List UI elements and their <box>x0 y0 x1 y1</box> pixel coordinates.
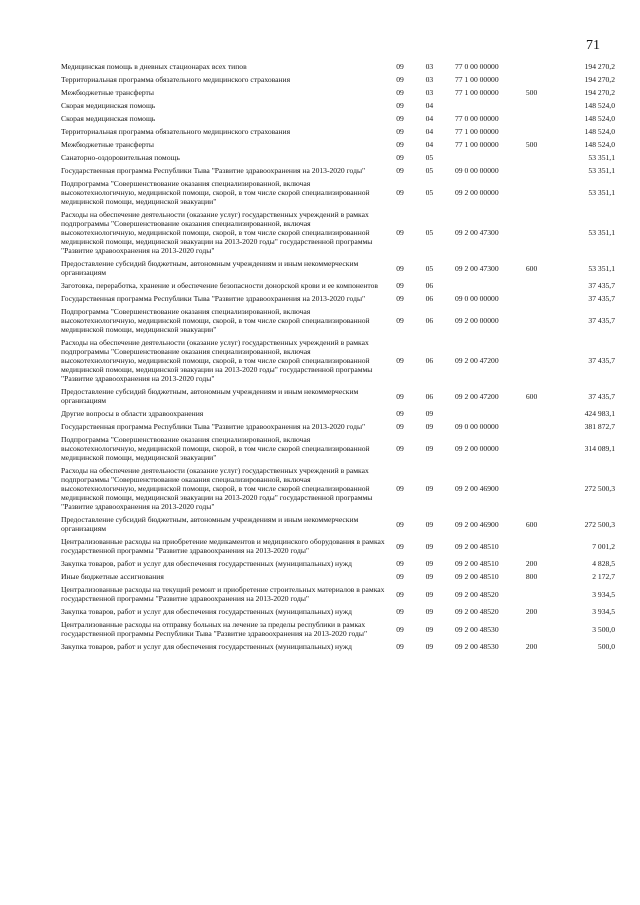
table-row <box>61 557 615 570</box>
target-item-code: 09 2 00 00000 <box>454 316 499 325</box>
subsection-code: 09 <box>425 444 434 453</box>
table-row <box>61 420 615 433</box>
subsection-code: 04 <box>425 114 434 123</box>
section-code: 09 <box>396 409 404 418</box>
subsection-code: 04 <box>425 140 434 149</box>
subsection-code: 03 <box>425 62 434 71</box>
subsection-code: 09 <box>425 541 434 551</box>
table-row <box>61 513 615 535</box>
budget-table-body <box>61 60 615 653</box>
amount: 2 172,7 <box>592 572 615 581</box>
row-description: Предоставление субсидий бюджетным, автономным учреждениям и иным некоммерческим организациям <box>61 259 359 277</box>
table-row <box>61 433 615 464</box>
row-description: Закупка товаров, работ и услуг для обеспечения государственных (муниципальных) нужд <box>61 607 352 616</box>
target-item-code: 09 2 00 47200 <box>454 391 499 401</box>
expense-type-code <box>526 164 562 177</box>
amount: 148 524,0 <box>584 127 615 136</box>
target-item-code <box>455 99 526 112</box>
section-code: 09 <box>396 316 404 325</box>
section-code: 09 <box>396 356 404 365</box>
expense-type-code <box>526 583 562 605</box>
subsection-code: 05 <box>425 188 434 197</box>
subsection-code: 09 <box>425 642 434 651</box>
expense-type-code: 600 <box>525 519 538 529</box>
target-item-code: 77 0 00 00000 <box>454 114 499 123</box>
section-code: 09 <box>396 228 404 237</box>
table-row <box>61 535 615 557</box>
expense-type-code: 200 <box>525 559 538 568</box>
expense-type-code <box>526 407 562 420</box>
target-item-code: 77 0 00 00000 <box>454 62 499 71</box>
section-code: 09 <box>396 153 404 162</box>
section-code: 09 <box>396 559 404 568</box>
amount: 3 934,5 <box>592 607 615 616</box>
expense-type-code <box>526 464 562 513</box>
amount: 37 435,7 <box>588 316 615 325</box>
section-code: 09 <box>396 166 404 175</box>
subsection-code: 09 <box>425 607 434 616</box>
subsection-code: 09 <box>425 519 434 529</box>
section-code: 09 <box>396 62 404 71</box>
row-description: Заготовка, переработка, хранение и обеспечение безопасности донорской крови и ее компонентов <box>61 281 378 290</box>
expense-type-code <box>526 305 562 336</box>
row-description: Межбюджетные трансферты <box>61 88 154 97</box>
subsection-code: 05 <box>425 228 434 237</box>
row-description: Централизованные расходы на отправку больных на лечение за пределы республики в рамках государственной программы Республики Тыва "Развитие здравоохранения на 2013-2020 годы" <box>61 620 368 638</box>
target-item-code <box>455 279 526 292</box>
target-item-code: 77 1 00 00000 <box>454 127 499 136</box>
row-description: Территориальная программа обязательного медицинского страхования <box>61 127 291 136</box>
expense-type-code <box>526 151 562 164</box>
table-row <box>61 618 615 640</box>
table-row <box>61 138 615 151</box>
section-code: 09 <box>396 642 404 651</box>
expense-type-code: 200 <box>525 607 538 616</box>
section-code: 09 <box>396 484 404 493</box>
section-code: 09 <box>396 263 404 273</box>
expense-type-code <box>526 292 562 305</box>
subsection-code: 09 <box>425 484 434 493</box>
table-row <box>61 208 615 257</box>
amount: 53 351,1 <box>588 228 615 237</box>
amount: 148 524,0 <box>584 140 615 149</box>
table-row <box>61 305 615 336</box>
subsection-code: 09 <box>425 409 434 418</box>
expense-type-code <box>526 618 562 640</box>
subsection-code: 03 <box>425 88 434 97</box>
expense-type-code: 800 <box>525 572 538 581</box>
row-description: Подпрограмма "Совершенствование оказания специализированной, включая высокотехнологичную, медицинской помощи, скорой, в том числе скорой специализированной медицинской помощи, медицинской эвакуации" <box>61 307 370 334</box>
table-row <box>61 177 615 208</box>
target-item-code: 09 0 00 00000 <box>454 294 499 303</box>
amount: 3 934,5 <box>592 589 615 599</box>
table-row <box>61 570 615 583</box>
table-row <box>61 640 615 653</box>
amount: 37 435,7 <box>588 294 615 303</box>
expense-type-code: 600 <box>525 263 538 273</box>
table-row <box>61 125 615 138</box>
section-code: 09 <box>396 572 404 581</box>
target-item-code: 09 0 00 00000 <box>454 422 499 431</box>
expense-type-code <box>526 208 562 257</box>
page-number: 71 <box>586 38 600 53</box>
subsection-code: 09 <box>425 589 434 599</box>
target-item-code: 77 1 00 00000 <box>454 88 499 97</box>
subsection-code: 09 <box>425 422 434 431</box>
section-code: 09 <box>396 519 404 529</box>
target-item-code <box>455 407 526 420</box>
subsection-code: 03 <box>425 75 434 84</box>
amount: 4 828,5 <box>592 559 615 568</box>
table-row <box>61 99 615 112</box>
section-code: 09 <box>396 114 404 123</box>
section-code: 09 <box>396 541 404 551</box>
table-row <box>61 112 615 125</box>
subsection-code: 05 <box>425 166 434 175</box>
subsection-code: 05 <box>425 153 434 162</box>
subsection-code: 04 <box>425 101 434 110</box>
amount: 194 270,2 <box>584 88 615 97</box>
section-code: 09 <box>396 294 404 303</box>
subsection-code: 06 <box>425 281 434 290</box>
target-item-code: 09 2 00 46900 <box>454 484 499 493</box>
row-description: Медицинская помощь в дневных стационарах всех типов <box>61 62 247 71</box>
row-description: Межбюджетные трансферты <box>61 140 154 149</box>
table-row <box>61 583 615 605</box>
table-row <box>61 385 615 407</box>
target-item-code: 09 2 00 47300 <box>454 263 499 273</box>
target-item-code: 09 2 00 00000 <box>454 444 499 453</box>
expense-type-code: 500 <box>525 88 538 97</box>
row-description: Санаторно-оздоровительная помощь <box>61 153 180 162</box>
subsection-code: 04 <box>425 127 434 136</box>
amount: 424 983,1 <box>584 409 615 418</box>
expense-type-code <box>526 125 562 138</box>
subsection-code: 06 <box>425 356 434 365</box>
target-item-code: 09 2 00 47300 <box>454 228 499 237</box>
expense-type-code <box>526 60 562 73</box>
row-description: Иные бюджетные ассигнования <box>61 572 164 581</box>
amount: 53 351,1 <box>588 166 615 175</box>
subsection-code: 06 <box>425 294 434 303</box>
amount: 7 001,2 <box>592 541 615 551</box>
table-row <box>61 151 615 164</box>
amount: 3 500,0 <box>592 624 615 634</box>
amount: 314 089,1 <box>584 444 615 453</box>
row-description: Государственная программа Республики Тыва "Развитие здравоохранения на 2013-2020 годы" <box>61 422 366 431</box>
amount: 148 524,0 <box>584 101 615 110</box>
target-item-code: 77 1 00 00000 <box>454 75 499 84</box>
target-item-code: 09 2 00 47200 <box>454 356 499 365</box>
section-code: 09 <box>396 88 404 97</box>
table-row <box>61 292 615 305</box>
expense-type-code <box>526 420 562 433</box>
section-code: 09 <box>396 127 404 136</box>
row-description: Скорая медицинская помощь <box>61 101 156 110</box>
row-description: Территориальная программа обязательного медицинского страхования <box>61 75 291 84</box>
section-code: 09 <box>396 188 404 197</box>
row-description: Расходы на обеспечение деятельности (оказание услуг) государственных учреждений в рамках подпрограммы "Совершенствование оказания специализированной, включая высокотехнологичную, медицинской помощи, скорой, в том числе скорой специализированной медицинской помощи, медицинской эвакуации на 2013-2020 годы" государственной программы "Развитие здравоохранения на 2013-2020 годы" <box>61 210 373 255</box>
amount: 53 351,1 <box>588 153 615 162</box>
target-item-code: 09 2 00 46900 <box>454 519 499 529</box>
target-item-code: 09 2 00 48510 <box>454 541 499 551</box>
target-item-code: 09 2 00 48510 <box>454 559 499 568</box>
expense-type-code <box>526 99 562 112</box>
section-code: 09 <box>396 607 404 616</box>
table-row <box>61 407 615 420</box>
target-item-code <box>455 151 526 164</box>
section-code: 09 <box>396 624 404 634</box>
expense-type-code <box>526 73 562 86</box>
row-description: Государственная программа Республики Тыва "Развитие здравоохранения на 2013-2020 годы" <box>61 166 366 175</box>
table-row <box>61 257 615 279</box>
table-row <box>61 60 615 73</box>
expense-type-code <box>526 535 562 557</box>
expense-type-code <box>526 177 562 208</box>
table-row <box>61 279 615 292</box>
table-row <box>61 164 615 177</box>
amount: 53 351,1 <box>588 263 615 273</box>
subsection-code: 06 <box>425 391 434 401</box>
subsection-code: 09 <box>425 559 434 568</box>
expense-type-code: 600 <box>525 391 538 401</box>
target-item-code: 09 2 00 48510 <box>454 572 499 581</box>
row-description: Закупка товаров, работ и услуг для обеспечения государственных (муниципальных) нужд <box>61 559 352 568</box>
row-description: Централизованные расходы на текущий ремонт и приобретение строительных материалов в рамках государственной программы "Развитие здравоохранения на 2013-2020 годы" <box>61 585 385 603</box>
row-description: Подпрограмма "Совершенствование оказания специализированной, включая высокотехнологичную, медицинской помощи, скорой, в том числе скорой специализированной медицинской помощи, медицинской эвакуации" <box>61 435 370 462</box>
amount: 53 351,1 <box>588 188 615 197</box>
amount: 194 270,2 <box>584 75 615 84</box>
table-row <box>61 73 615 86</box>
target-item-code: 09 2 00 00000 <box>454 188 499 197</box>
row-description: Государственная программа Республики Тыва "Развитие здравоохранения на 2013-2020 годы" <box>61 294 366 303</box>
expense-type-code <box>526 336 562 385</box>
row-description: Расходы на обеспечение деятельности (оказание услуг) государственных учреждений в рамках подпрограммы "Совершенствование оказания специализированной, включая высокотехнологичную, медицинской помощи, скорой, в том числе скорой специализированной медицинской помощи, медицинской эвакуации на 2013-2020 годы" государственной программы "Развитие здравоохранения на 2013-2020 годы" <box>61 338 373 383</box>
subsection-code: 06 <box>425 316 434 325</box>
amount: 194 270,2 <box>584 62 615 71</box>
table-row <box>61 336 615 385</box>
section-code: 09 <box>396 140 404 149</box>
section-code: 09 <box>396 422 404 431</box>
amount: 37 435,7 <box>588 356 615 365</box>
row-description: Подпрограмма "Совершенствование оказания специализированной, включая высокотехнологичную, медицинской помощи, скорой, в том числе скорой специализированной медицинской помощи, медицинской эвакуации" <box>61 179 370 206</box>
amount: 500,0 <box>597 642 615 651</box>
row-description: Предоставление субсидий бюджетным, автономным учреждениям и иным некоммерческим организациям <box>61 387 359 405</box>
budget-table <box>61 60 615 653</box>
row-description: Другие вопросы в области здравоохранения <box>61 409 204 418</box>
table-row <box>61 86 615 99</box>
expense-type-code <box>526 433 562 464</box>
subsection-code: 09 <box>425 572 434 581</box>
row-description: Централизованные расходы на приобретение медикаментов и медицинского оборудования в рамках государственной программы "Развитие здравоохранения на 2013-2020 годы" <box>61 537 385 555</box>
table-row <box>61 464 615 513</box>
subsection-code: 09 <box>425 624 434 634</box>
amount: 37 435,7 <box>588 281 615 290</box>
expense-type-code: 200 <box>525 642 538 651</box>
section-code: 09 <box>396 75 404 84</box>
amount: 381 872,7 <box>584 422 615 431</box>
target-item-code: 77 1 00 00000 <box>454 140 499 149</box>
amount: 37 435,7 <box>588 391 615 401</box>
target-item-code: 09 2 00 48520 <box>454 589 499 599</box>
target-item-code: 09 0 00 00000 <box>454 166 499 175</box>
table-row <box>61 605 615 618</box>
target-item-code: 09 2 00 48520 <box>454 607 499 616</box>
target-item-code: 09 2 00 48530 <box>454 624 499 634</box>
section-code: 09 <box>396 391 404 401</box>
target-item-code: 09 2 00 48530 <box>454 642 499 651</box>
expense-type-code <box>526 279 562 292</box>
amount: 272 500,3 <box>584 484 615 493</box>
section-code: 09 <box>396 444 404 453</box>
amount: 148 524,0 <box>584 114 615 123</box>
row-description: Закупка товаров, работ и услуг для обеспечения государственных (муниципальных) нужд <box>61 642 352 651</box>
expense-type-code <box>526 112 562 125</box>
row-description: Предоставление субсидий бюджетным, автономным учреждениям и иным некоммерческим организациям <box>61 515 359 533</box>
row-description: Скорая медицинская помощь <box>61 114 156 123</box>
amount: 272 500,3 <box>584 519 615 529</box>
row-description: Расходы на обеспечение деятельности (оказание услуг) государственных учреждений в рамках подпрограммы "Совершенствование оказания специализированной, включая высокотехнологичную, медицинской помощи, скорой, в том числе скорой специализированной медицинской помощи, медицинской эвакуации на 2013-2020 годы" государственной программы "Развитие здравоохранения на 2013-2020 годы" <box>61 466 373 511</box>
subsection-code: 05 <box>425 263 434 273</box>
section-code: 09 <box>396 281 404 290</box>
section-code: 09 <box>396 101 404 110</box>
section-code: 09 <box>396 589 404 599</box>
expense-type-code: 500 <box>525 140 538 149</box>
